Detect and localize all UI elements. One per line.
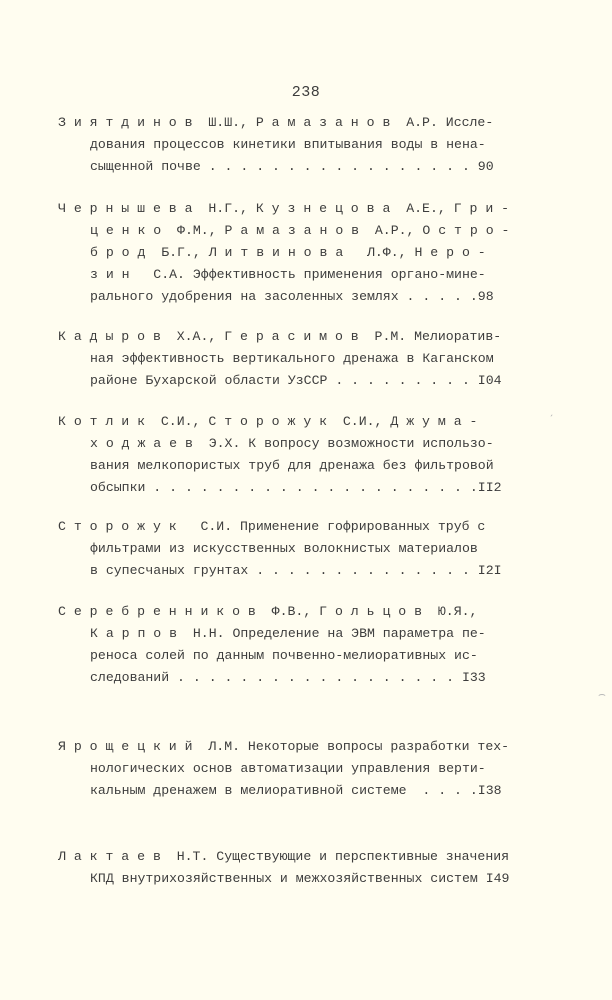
entry-line: следований . . . . . . . . . . . . . . . . . . I33: [90, 670, 486, 685]
toc-entry: [58, 516, 558, 582]
entry-line: ц е н к о Ф.М., Р а м а з а н о в А.Р., О с т р о -: [90, 223, 510, 238]
entry-line: КПД внутрихозяйственных и межхозяйственных систем I49: [90, 871, 510, 886]
toc-entry: [58, 736, 558, 802]
entry-line: К а д ы р о в Х.А., Г е р а с и м о в Р.М. Мелиоратив-: [58, 329, 502, 344]
toc-entry: [58, 112, 558, 178]
entry-line: реноса солей по данным почвенно-мелиоративных ис-: [90, 648, 478, 663]
entry-line: вания мелкопористых труб для дренажа без фильтровой: [90, 458, 494, 473]
toc-entry: [58, 326, 558, 392]
entry-line: С т о р о ж у к С.И. Применение гофрированных труб с: [58, 519, 486, 534]
entry-line: нологических основ автоматизации управления верти-: [90, 761, 486, 776]
entry-line: К а р п о в Н.Н. Определение на ЭВМ параметра пе-: [90, 626, 486, 641]
entry-line: обсыпки . . . . . . . . . . . . . . . . . . . . .II2: [90, 480, 502, 495]
scan-artifact-icon: ˏ: [548, 404, 556, 418]
toc-entry: [58, 411, 558, 499]
entry-line: Я р о щ е ц к и й Л.М. Некоторые вопросы разработки тех-: [58, 739, 510, 754]
entry-line: К о т л и к С.И., С т о р о ж у к С.И., Д ж у м а -: [58, 414, 478, 429]
entry-line: сыщенной почве . . . . . . . . . . . . . . . . . 90: [90, 159, 494, 174]
toc-entry: [58, 846, 558, 890]
toc-entry: [58, 198, 558, 308]
page-number: 238: [291, 84, 321, 101]
entry-line: С е р е б р е н н и к о в Ф.В., Г о л ь ц о в Ю.Я.,: [58, 604, 478, 619]
entry-line: дования процессов кинетики впитывания воды в нена-: [90, 137, 486, 152]
entry-line: Ч е р н ы ш е в а Н.Г., К у з н е ц о в а А.Е., Г р и -: [58, 201, 510, 216]
entry-line: кальным дренажем в мелиоративной системе . . . .I38: [90, 783, 502, 798]
entry-line: х о д ж а е в Э.Х. К вопросу возможности использо-: [90, 436, 494, 451]
entry-line: ная эффективность вертикального дренажа в Каганском: [90, 351, 494, 366]
scan-artifact-icon: ⌢: [598, 688, 606, 702]
entry-line: районе Бухарской области УзССР . . . . . . . . . I04: [90, 373, 502, 388]
entry-line: рального удобрения на засоленных землях . . . . .98: [90, 289, 494, 304]
entry-line: б р о д Б.Г., Л и т в и н о в а Л.Ф., Н е р о -: [90, 245, 486, 260]
entry-line: в супесчаных грунтах . . . . . . . . . . . . . . I2I: [90, 563, 502, 578]
toc-entry: [58, 601, 558, 689]
entry-line: з и н С.А. Эффективность применения органо-мине-: [90, 267, 486, 282]
entry-line: Л а к т а е в Н.Т. Существующие и перспективные значения: [58, 849, 510, 864]
entry-line: фильтрами из искусственных волокнистых материалов: [90, 541, 478, 556]
entry-line: З и я т д и н о в Ш.Ш., Р а м а з а н о в А.Р. Иссле-: [58, 115, 494, 130]
